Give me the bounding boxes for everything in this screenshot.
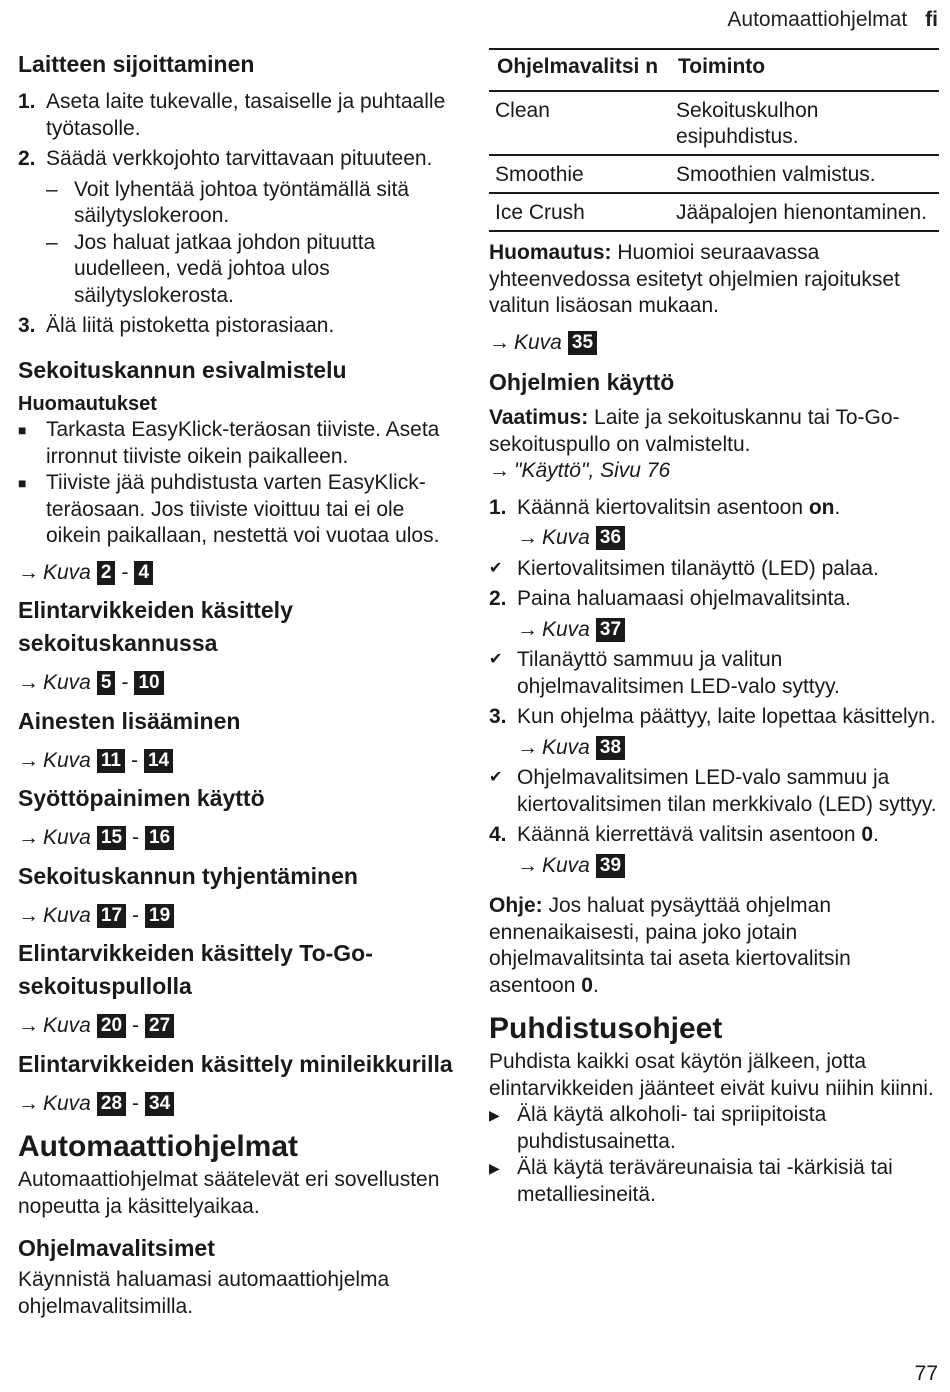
figure-badge: 4 <box>134 561 153 585</box>
result-item <box>489 647 939 700</box>
cleaning-text: Älä käytä teräväreunaisia tai -kärkisiä tai metalliesineitä. <box>517 1156 893 1206</box>
program-table <box>489 48 939 232</box>
heading-puhdistusohjeet: Puhdistusohjeet <box>489 1012 723 1045</box>
figure-badge: 20 <box>97 1014 126 1038</box>
figure-reference <box>18 1013 463 1040</box>
bullet-text: Tiiviste jää puhdistusta varten EasyKlick-teräosaan. Jos tiiviste vioittuu tai ei ole oikein paikallaan, nestettä voi vuotaa ulos. <box>46 471 440 547</box>
range-dash: - <box>130 748 138 772</box>
result-item <box>489 556 939 583</box>
step-item <box>489 822 939 849</box>
figure-badge: 27 <box>145 1014 174 1038</box>
header-lang: fi <box>925 8 938 31</box>
figure-badge: 15 <box>97 826 126 850</box>
table-cell-function: Sekoituskulhon esipuhdistus. <box>670 91 939 155</box>
figure-reference <box>18 1091 463 1118</box>
step-item <box>489 495 939 522</box>
step-item <box>489 704 939 731</box>
kuva-label: Kuva <box>43 1014 91 1037</box>
heading-tyhjentaminen: Sekoituskannun tyhjentäminen <box>18 862 358 889</box>
arrow-icon: → <box>18 560 39 584</box>
figure-reference <box>18 560 463 587</box>
heading-mini: Elintarvikkeiden käsittely minileikkurilla <box>18 1050 453 1077</box>
kuva-label: Kuva <box>43 671 91 694</box>
kuva-label: Kuva <box>43 1091 91 1115</box>
kuva-label: Kuva <box>542 617 590 641</box>
figure-badge: 28 <box>97 1092 126 1116</box>
cleaning-item <box>489 1155 939 1208</box>
checkmark-icon: ✔ <box>489 769 503 786</box>
step-number: 1. <box>489 495 507 519</box>
dash-text: Jos haluat jatkaa johdon pituutta uudelleen, vedä johtoa ulos säilytyslokerosta. <box>74 230 376 307</box>
note-paragraph <box>489 240 939 320</box>
figure-badge: 16 <box>145 826 174 850</box>
arrow-icon: → <box>18 903 39 927</box>
square-bullet-icon: ■ <box>18 475 27 491</box>
kuva-label: Kuva <box>542 735 590 759</box>
arrow-icon: → <box>18 1091 39 1115</box>
figure-reference <box>18 748 463 775</box>
switch-position: on <box>808 495 835 519</box>
figure-reference <box>517 617 939 644</box>
tip-label: Ohje: <box>489 894 543 917</box>
table-header-row <box>489 50 939 91</box>
result-text: Ohjelmavalitsimen LED-valo sammuu ja kiertovalitsimen tilan merkkivalo (LED) syttyy. <box>517 766 937 816</box>
dash-marker: – <box>46 230 58 254</box>
table-row <box>489 193 939 230</box>
step-text: Aseta laite tukevalle, tasaiselle ja puhtaalle työtasolle. <box>46 90 446 140</box>
step-number: 2. <box>489 587 507 610</box>
table-cell-program: Ice Crush <box>489 193 670 230</box>
figure-badge: 17 <box>97 904 126 928</box>
table-cell-function: Smoothien valmistus. <box>670 155 939 193</box>
square-bullet-icon: ■ <box>18 422 27 438</box>
figure-reference <box>18 670 463 697</box>
figure-reference <box>517 735 939 762</box>
valitsimet-paragraph: Käynnistä haluamasi automaattiohjelma ohjelmavalitsimilla. <box>18 1268 390 1318</box>
cleaning-paragraph: Puhdista kaikki osat käytön jälkeen, jotta elintarvikkeiden jäänteet eivät kuivu niihin kiinni. <box>489 1050 934 1100</box>
cleaning-text: Älä käytä alkoholi- tai spriipitoista puhdistusainetta. <box>517 1103 827 1153</box>
bullet-text: Tarkasta EasyKlick-teräosan tiiviste. Aseta irronnut tiiviste oikein paikalleen. <box>46 418 440 468</box>
requirement-paragraph <box>489 405 939 458</box>
note-label: Huomautus: <box>489 241 612 264</box>
figure-badge: 36 <box>596 526 625 550</box>
checkmark-icon: ✔ <box>489 651 503 668</box>
arrow-icon: → <box>18 1014 39 1037</box>
step-text: Älä liitä pistoketta pistorasiaan. <box>46 314 335 337</box>
page-number: 77 <box>914 1362 938 1385</box>
arrow-icon: → <box>18 826 39 849</box>
tip-text: Jos haluat pysäyttää ohjelman ennenaikaisesti, paina joko jotain ohjelmavalitsinta tai aseta kiertovalitsin asentoon <box>489 894 851 997</box>
requirement-text: Laite ja sekoituskannu tai To-Go-sekoituspullo on valmisteltu. <box>489 406 900 456</box>
range-dash: - <box>132 1091 140 1115</box>
step-text-part: Käännä kierrettävä valitsin asentoon <box>517 823 862 846</box>
range-dash: - <box>121 560 129 584</box>
range-dash: - <box>132 826 140 849</box>
step-text: Säädä verkkojohto tarvittavaan pituuteen. <box>46 147 433 170</box>
figure-reference <box>489 330 939 357</box>
result-text: Kiertovalitsimen tilanäyttö (LED) palaa. <box>517 556 879 580</box>
arrow-icon: → <box>517 617 538 641</box>
step-text-end: . <box>834 495 841 519</box>
requirement-label: Vaatimus: <box>489 406 589 429</box>
step-item <box>18 89 463 142</box>
step-text-part: Käännä kiertovalitsin asentoon <box>517 495 809 519</box>
figure-badge: 5 <box>97 671 116 695</box>
table-header-function: Toiminto <box>678 55 766 78</box>
kuva-label: Kuva <box>43 826 91 849</box>
note-text: Huomioi seuraavassa yhteenvedossa esitetyt ohjelmien rajoitukset valitun lisäosan mukaan. <box>489 241 900 317</box>
arrow-icon: → <box>18 671 39 694</box>
figure-reference <box>517 525 939 552</box>
step-number: 3. <box>18 314 36 337</box>
arrow-icon: → <box>517 735 538 759</box>
heading-sijoittaminen: Laitteen sijoittaminen <box>18 51 255 77</box>
heading-syotto: Syöttöpainimen käyttö <box>18 785 265 811</box>
kuva-label: Kuva <box>43 748 91 772</box>
dash-text: Voit lyhentää johtoa työntämällä sitä säilytyslokeroon. <box>74 177 410 227</box>
step-text <box>517 495 840 522</box>
heading-kasittely: Elintarvikkeiden käsittely sekoituskannussa <box>18 597 293 656</box>
step-number: 3. <box>489 705 507 728</box>
triangle-bullet-icon: ▶ <box>489 1107 500 1123</box>
bullet-item <box>18 470 463 550</box>
step-text-end: . <box>873 823 879 846</box>
left-column <box>18 48 463 1330</box>
cleaning-item <box>489 1102 939 1155</box>
kuva-label: Kuva <box>542 526 590 549</box>
step-item <box>489 586 939 613</box>
bullet-item <box>18 417 463 470</box>
auto-paragraph: Automaattiohjelmat säätelevät eri sovellusten nopeutta ja käsittelyaikaa. <box>18 1168 440 1218</box>
heading-esivalmistelu: Sekoituskannun esivalmistelu <box>18 356 347 383</box>
table-cell-function: Jääpalojen hienontaminen. <box>670 193 939 230</box>
page-reference <box>489 458 939 485</box>
arrow-icon: → <box>489 459 510 482</box>
kuva-label: Kuva <box>43 560 91 584</box>
table-row <box>489 91 939 155</box>
table-header-program: Ohjelmavalitsi n <box>497 55 659 78</box>
arrow-icon: → <box>517 853 538 877</box>
right-column <box>489 48 939 1212</box>
switch-position: 0 <box>581 973 593 997</box>
heading-togo: Elintarvikkeiden käsittely To-Go-sekoituspullolla <box>18 940 373 999</box>
tip-paragraph <box>489 893 939 999</box>
range-dash: - <box>132 903 140 927</box>
step-item <box>18 146 463 173</box>
step-item <box>18 313 463 340</box>
triangle-bullet-icon: ▶ <box>489 1160 500 1176</box>
figure-badge: 14 <box>144 749 173 773</box>
running-header <box>727 8 938 32</box>
figure-badge: 34 <box>145 1092 174 1116</box>
heading-automaattiohjelmat: Automaattiohjelmat <box>18 1130 299 1163</box>
range-dash: - <box>132 1014 140 1037</box>
step-number: 2. <box>18 147 36 170</box>
result-item <box>489 765 939 818</box>
result-text: Tilanäyttö sammuu ja valitun ohjelmavalitsimen LED-valo syttyy. <box>517 648 840 698</box>
figure-badge: 39 <box>596 854 625 878</box>
figure-badge: 2 <box>97 561 116 585</box>
dash-marker: – <box>46 177 58 201</box>
table-row <box>489 155 939 193</box>
step-text: Kun ohjelma päättyy, laite lopettaa käsittelyn. <box>517 705 936 728</box>
step-text <box>517 822 879 849</box>
page-reference-link[interactable]: "Käyttö", Sivu 76 <box>514 459 671 482</box>
step-text: Paina haluamaasi ohjelmavalitsinta. <box>517 587 851 610</box>
range-dash: - <box>121 671 129 694</box>
figure-badge: 35 <box>568 331 597 355</box>
figure-badge: 11 <box>97 749 125 773</box>
step-number: 4. <box>489 823 507 846</box>
heading-ohjelmien-kaytto: Ohjelmien käyttö <box>489 369 675 395</box>
arrow-icon: → <box>489 330 510 354</box>
figure-badge: 19 <box>145 904 174 928</box>
figure-badge: 38 <box>596 736 625 760</box>
figure-badge: 37 <box>596 618 625 642</box>
table-cell-program: Smoothie <box>489 155 670 193</box>
arrow-icon: → <box>517 526 538 549</box>
kuva-label: Kuva <box>542 853 590 877</box>
heading-ainesten: Ainesten lisääminen <box>18 707 241 734</box>
figure-badge: 10 <box>134 671 163 695</box>
notes-title: Huomautukset <box>18 392 157 415</box>
kuva-label: Kuva <box>43 903 91 927</box>
step-number: 1. <box>18 90 36 113</box>
tip-text-end: . <box>592 973 599 997</box>
heading-ohjelmavalitsimet: Ohjelmavalitsimet <box>18 1235 215 1261</box>
header-title: Automaattiohjelmat <box>727 8 908 31</box>
dash-item <box>46 230 463 310</box>
dash-item <box>46 177 463 230</box>
figure-reference <box>18 903 463 930</box>
figure-reference <box>18 825 463 852</box>
switch-position: 0 <box>861 823 874 846</box>
table-cell-program: Clean <box>489 91 670 155</box>
figure-reference <box>517 853 939 880</box>
arrow-icon: → <box>18 748 39 772</box>
checkmark-icon: ✔ <box>489 559 503 577</box>
kuva-label: Kuva <box>514 330 562 354</box>
